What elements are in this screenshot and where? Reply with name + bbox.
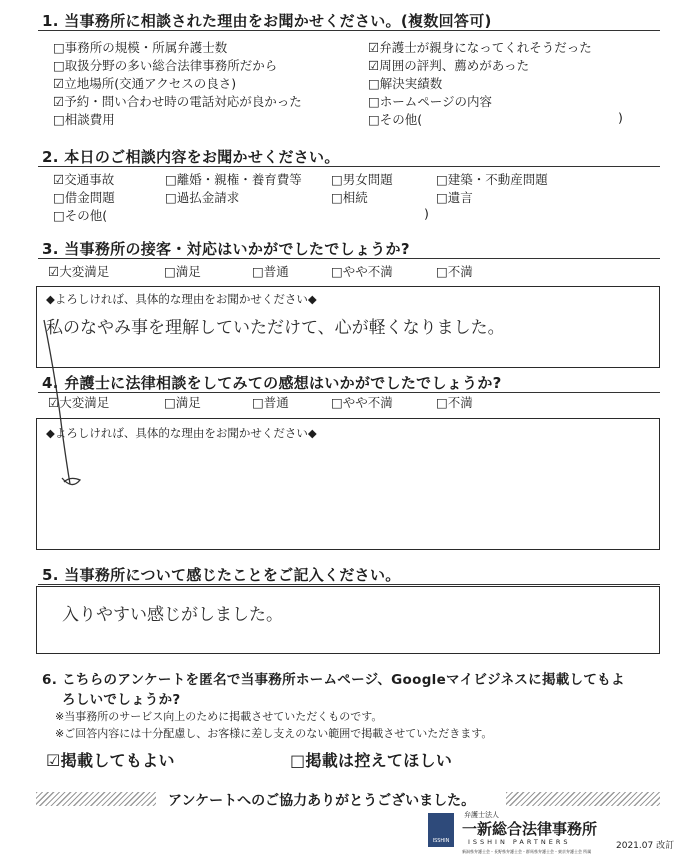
firm-logo-mark: ISSHIN: [432, 838, 450, 844]
q4-option-very-satisfied[interactable]: ☑大変満足: [48, 395, 110, 410]
q3-option-very-satisfied[interactable]: ☑大変満足: [48, 264, 110, 279]
q3-option-somewhat-dissatisfied[interactable]: □やや不満: [331, 264, 393, 279]
q5-rule: [38, 584, 660, 585]
q1-option-caring-lawyer[interactable]: ☑弁護士が親身になってくれそうだった: [368, 40, 592, 55]
footer-hatch-right: [506, 792, 660, 806]
q2-option-other[interactable]: □その他(: [53, 208, 108, 223]
q1-option-phone-response[interactable]: ☑予約・問い合わせ時の電話対応が良かった: [53, 94, 302, 109]
q5-title: 5. 当事務所について感じたことをご記入ください。: [42, 566, 401, 584]
q1-option-track-record[interactable]: □解決実績数: [368, 76, 443, 91]
q1-option-firm-size[interactable]: □事務所の規模・所属弁護士数: [53, 40, 228, 55]
q4-option-neutral[interactable]: □普通: [252, 395, 289, 410]
q3-option-neutral[interactable]: □普通: [252, 264, 289, 279]
q2-option-overpayment[interactable]: □過払金請求: [165, 190, 240, 205]
firm-roman: ISSHIN PARTNERS: [468, 838, 571, 846]
q2-title: 2. 本日のご相談内容をお聞かせください。: [42, 148, 340, 166]
firm-affiliation: 新潟県弁護士会・長野県弁護士会・群馬県弁護士会・東京弁護士会 所属: [462, 849, 592, 854]
q1-option-homepage[interactable]: □ホームページの内容: [368, 94, 493, 109]
footer-hatch-left: [36, 792, 156, 806]
q1-option-fee[interactable]: □相談費用: [53, 112, 115, 127]
q3-reason-answer: 私のなやみ事を理解していただけて、心が軽くなりました。: [46, 318, 505, 338]
firm-corp-prefix: 弁護士法人: [464, 811, 499, 819]
q1-option-reputation[interactable]: ☑周囲の評判、薦めがあった: [368, 58, 530, 73]
q2-option-relationship[interactable]: □男女問題: [331, 172, 393, 187]
q1-option-general-firm[interactable]: □取扱分野の多い総合法律事務所だから: [53, 58, 278, 73]
q6-note-privacy: ※ご回答内容には十分配慮し、お客様に差し支えのない範囲で掲載させていただきます。: [55, 727, 493, 740]
q6-option-decline[interactable]: □掲載は控えてほしい: [290, 751, 453, 770]
q4-title: 4. 弁護士に法律相談をしてみての感想はいかがでしたでしょうか?: [42, 374, 502, 392]
q4-option-dissatisfied[interactable]: □不満: [436, 395, 473, 410]
q4-reason-label: ◆よろしければ、具体的な理由をお聞かせください◆: [46, 426, 317, 440]
q3-option-satisfied[interactable]: □満足: [164, 264, 201, 279]
q2-option-will[interactable]: □遺言: [436, 190, 473, 205]
q3-reason-label: ◆よろしければ、具体的な理由をお聞かせください◆: [46, 292, 317, 306]
q1-title: 1. 当事務所に相談された理由をお聞かせください。(複数回答可): [42, 12, 492, 30]
q5-comment-answer: 入りやすい感じがしました。: [62, 605, 283, 625]
footer-thanks: アンケートへのご協力ありがとうございました。: [168, 793, 476, 809]
q6-title-line2: ろしいでしょうか?: [62, 692, 181, 708]
q6-option-allow[interactable]: ☑掲載してもよい: [46, 751, 175, 770]
q1-option-other-close: ): [618, 110, 623, 125]
q2-option-real-estate[interactable]: □建築・不動産問題: [436, 172, 548, 187]
revision-label: 2021.07 改訂: [616, 841, 675, 851]
firm-name: 一新総合法律事務所: [462, 820, 598, 838]
q4-option-somewhat-dissatisfied[interactable]: □やや不満: [331, 395, 393, 410]
q6-note-purpose: ※当事務所のサービス向上のために掲載させていただくものです。: [55, 710, 383, 723]
q1-option-location[interactable]: ☑立地場所(交通アクセスの良さ): [53, 76, 237, 91]
q2-option-debt[interactable]: □借金問題: [53, 190, 115, 205]
q2-option-traffic-accident[interactable]: ☑交通事故: [53, 172, 115, 187]
q1-option-other[interactable]: □その他(: [368, 112, 423, 127]
q6-title-line1: 6. こちらのアンケートを匿名で当事務所ホームページ、Googleマイビジネスに掲載してもよ: [42, 672, 625, 688]
firm-logo: [428, 813, 454, 847]
q3-title: 3. 当事務所の接客・対応はいかがでしたでしょうか?: [42, 240, 410, 258]
q2-option-divorce[interactable]: □離婚・親権・養育費等: [165, 172, 302, 187]
q4-option-satisfied[interactable]: □満足: [164, 395, 201, 410]
q2-option-other-close: ): [424, 206, 429, 221]
q3-option-dissatisfied[interactable]: □不満: [436, 264, 473, 279]
q2-option-inheritance[interactable]: □相続: [331, 190, 368, 205]
